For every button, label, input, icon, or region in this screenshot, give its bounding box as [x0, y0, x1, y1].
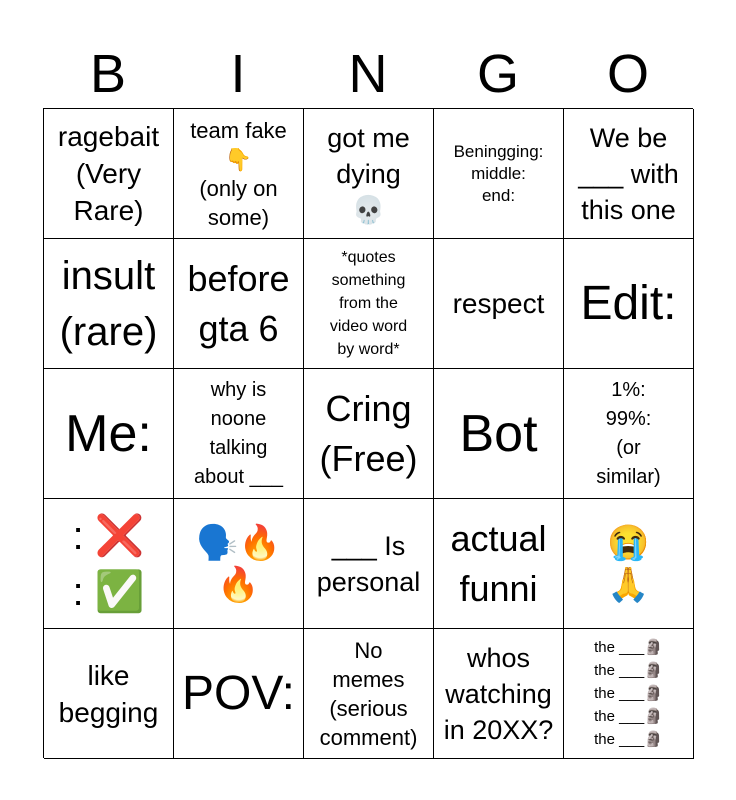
- bingo-cell-r4c4[interactable]: [434, 499, 564, 629]
- cell-text: POV:: [182, 666, 295, 720]
- bingo-cell-r3c3[interactable]: [304, 369, 434, 499]
- bingo-cell-r4c5[interactable]: [564, 499, 694, 629]
- cell-text: *quotes something from the video word by word*: [329, 249, 408, 358]
- bingo-header: [43, 40, 693, 108]
- cell-text: why is noone talking about ___: [194, 378, 283, 488]
- cell-text: like begging: [58, 659, 159, 728]
- bingo-cell-r2c5[interactable]: [564, 239, 694, 369]
- bingo-cell-r5c4[interactable]: [434, 629, 564, 759]
- header-letter-b: B: [89, 44, 127, 104]
- cell-text: 🗣️🔥 🔥: [196, 523, 281, 604]
- bingo-cell-r5c2[interactable]: [174, 629, 304, 759]
- bingo-cell-r5c5[interactable]: [564, 629, 694, 759]
- bingo-cell-r1c2[interactable]: [174, 109, 304, 239]
- header-letter-i: I: [230, 44, 246, 104]
- cell-text: Me:: [65, 404, 152, 463]
- cell-text: insult (rare): [59, 253, 158, 354]
- cell-text: No memes (serious comment): [319, 637, 418, 750]
- bingo-cell-r4c1[interactable]: [44, 499, 174, 629]
- header-letter-o: O: [606, 44, 649, 104]
- cell-text: 😭 🙏: [607, 523, 650, 604]
- cell-text: Cring (Free): [319, 387, 418, 479]
- bingo-cell-r1c5[interactable]: [564, 109, 694, 239]
- cell-text: Bot: [459, 404, 538, 463]
- bingo-cell-r3c5[interactable]: [564, 369, 694, 499]
- cell-text: respect: [452, 288, 545, 319]
- cell-text: We be ___ with this one: [578, 122, 679, 225]
- bingo-cell-r5c3[interactable]: [304, 629, 434, 759]
- bingo-cell-r1c4[interactable]: [434, 109, 564, 239]
- header-letter-g: G: [476, 44, 519, 104]
- cell-text: ragebait (Very Rare): [57, 121, 160, 226]
- cell-text: Edit:: [580, 276, 677, 330]
- bingo-cell-r3c4[interactable]: [434, 369, 564, 499]
- cell-text: whos watching in 20XX?: [443, 642, 554, 745]
- cell-text: the ___🗿 the ___🗿 the ___🗿 the ___🗿 the ___🗿: [594, 639, 663, 748]
- bingo-cell-r3c2[interactable]: [174, 369, 304, 499]
- cell-text: actual funni: [450, 517, 547, 609]
- bingo-cell-r4c3[interactable]: [304, 499, 434, 629]
- bingo-cell-r1c1[interactable]: [44, 109, 174, 239]
- bingo-cell-r2c3[interactable]: [304, 239, 434, 369]
- bingo-board: [43, 108, 693, 758]
- cell-text: ___ Is personal: [316, 530, 421, 597]
- bingo-cell-r2c2[interactable]: [174, 239, 304, 369]
- cell-text: : ❌ : ✅: [72, 513, 145, 614]
- cell-text: Beningging: middle: end:: [453, 141, 544, 205]
- cell-text: before gta 6: [187, 257, 290, 349]
- bingo-cell-r1c3[interactable]: [304, 109, 434, 239]
- bingo-cell-r2c1[interactable]: [44, 239, 174, 369]
- bingo-cell-r5c1[interactable]: [44, 629, 174, 759]
- bingo-cell-r3c1[interactable]: [44, 369, 174, 499]
- bingo-cell-r4c2[interactable]: [174, 499, 304, 629]
- bingo-cell-r2c4[interactable]: [434, 239, 564, 369]
- header-letter-n: N: [348, 44, 388, 104]
- cell-text: got me dying 💀: [327, 122, 410, 225]
- cell-text: 1%: 99%: (or similar): [596, 378, 661, 488]
- cell-text: team fake 👇 (only on some): [190, 117, 287, 230]
